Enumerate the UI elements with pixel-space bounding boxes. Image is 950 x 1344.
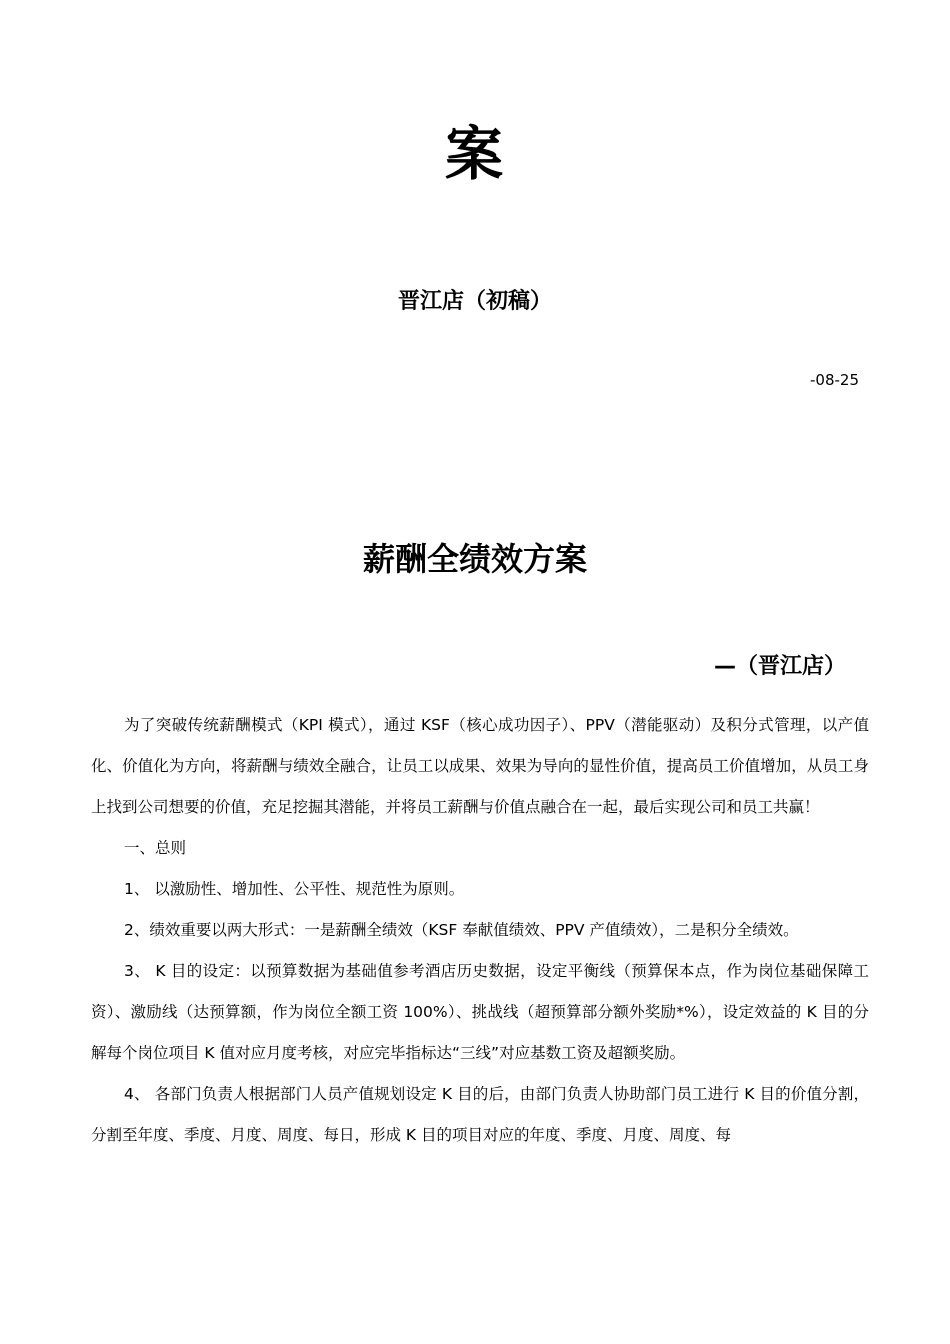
paragraph-item-1: 1、 以激励性、增加性、公平性、规范性为原则。 xyxy=(124,880,465,898)
paragraph-item-3: 3、 K 目的设定：以预算数据为基础值参考酒店历史数据，设定平衡线（预算保本点，作为岗位基础保障工资）、激励线（达预算额，作为岗位全额工资 100%）、挑战线（超预算部分额外奖励*%），设定效益的 K 目的分解每个岗位项目 K 值对应月度考核，对应完毕指标达“三线”对应基数工资及超额奖励。 xyxy=(91,962,869,1062)
document-subtitle: —（晋江店） xyxy=(713,654,846,679)
document-title: 薪酬全绩效方案 xyxy=(362,540,587,578)
paragraph-item-2: 2、绩效重要以两大形式：一是薪酬全绩效（KSF 奉献值绩效、PPV 产值绩效），二是积分全绩效。 xyxy=(124,921,799,939)
paragraph-item-4: 4、 各部门负责人根据部门人员产值规划设定 K 目的后，由部门负责人协助部门员工进行 K 目的价值分割，分割至年度、季度、月度、周度、每日，形成 K 目的项目对应的年度、季度、月度、周度、每 xyxy=(91,1085,869,1144)
section-heading-general: 一、总则 xyxy=(124,839,187,857)
cover-title: 案 xyxy=(444,120,505,188)
cover-subtitle: 晋江店（初稿） xyxy=(397,289,552,314)
paragraph-intro: 为了突破传统薪酬模式（KPI 模式），通过 KSF（核心成功因子）、PPV（潜能驱动）及积分式管理，以产值化、价值化为方向，将薪酬与绩效全融合，让员工以成果、效果为导向的显性价值，提高员工价值增加，从员工身上找到公司想要的价值，充足挖掘其潜能，并将员工薪酬与价值点融合在一起，最后实现公司和员工共赢！ xyxy=(91,716,869,816)
document-body xyxy=(91,705,869,1156)
cover-date: -08-25 xyxy=(810,371,859,389)
